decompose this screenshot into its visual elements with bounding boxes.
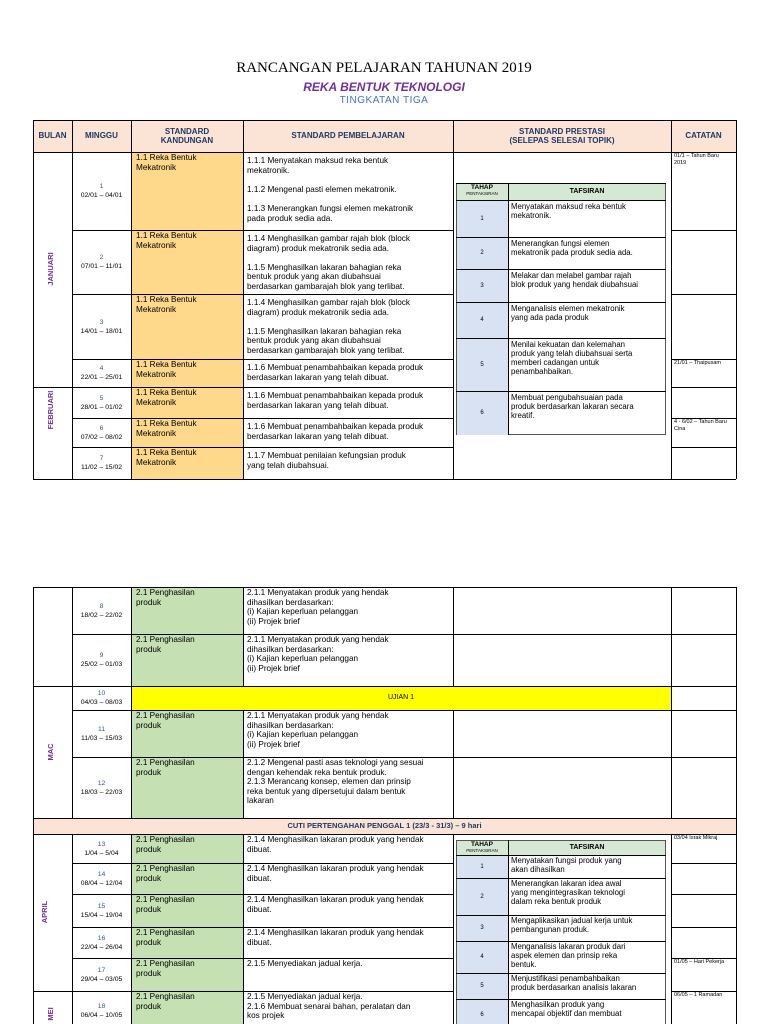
standard-pembelajaran: 1.1.6 Membuat penambahbaikan kepada produk berdasarkan lakaran yang telah dibuat. — [247, 391, 424, 410]
standard-pembelajaran: 1.1.4 Menghasilkan gambar rajah blok (block diagram) produk mekatronik sedia ada. 1.1.5 Menghasilkan lakaran bahagian reka bentuk produk yang akan diubahsuai berdasarkan gambarajah blok yang terlibat. — [247, 298, 410, 355]
week-number: 12 — [97, 779, 106, 787]
standard-pembelajaran: 1.1.6 Membuat penambahbaikan kepada produk berdasarkan lakaran yang telah dibuat. — [247, 363, 424, 382]
week-number: 8 — [99, 602, 104, 610]
grid-line — [671, 958, 736, 959]
tafsiran-text: Menyatakan maksud reka bentuk mekatronik. — [511, 202, 626, 220]
grid-line — [131, 834, 132, 1024]
column-header-spr: STANDARD PRESTASI (SELEPAS SELESAI TOPIK) — [509, 126, 615, 145]
grid-line — [456, 391, 666, 392]
tahap-number: 4 — [480, 954, 484, 960]
week-5 — [72, 394, 131, 412]
standard-pembelajaran: 2.1.5 Menyediakan jadual kerja. 2.1.6 Membuat senarai bahan, peralatan dan kos projek — [247, 992, 411, 1021]
level-title: TINGKATAN TIGA — [339, 95, 429, 106]
tahap-number: 6 — [480, 410, 484, 416]
grid-line — [72, 834, 73, 1024]
week-number: 7 — [99, 455, 104, 462]
standard-kandungan: 1.1 Reka Bentuk Mekatronik — [136, 295, 197, 314]
grid-line — [671, 294, 736, 295]
standard-pembelajaran: 2.1.4 Menghasilkan lakaran produk yang hendak dibuat. — [247, 895, 424, 914]
week-number: 1 — [99, 183, 104, 190]
week-15 — [72, 902, 131, 920]
week-6 — [72, 424, 131, 442]
week-3 — [72, 318, 131, 336]
week-dates: 06/04 – 10/05 — [80, 1011, 123, 1019]
week-10 — [72, 689, 131, 707]
grid-line — [671, 120, 672, 479]
tahap-number: 3 — [480, 925, 484, 931]
grid-line — [671, 863, 736, 864]
week-9 — [72, 651, 131, 669]
grid-line — [33, 818, 736, 819]
tahap-sub-label: PENTAKSIRAN — [466, 848, 498, 853]
week-11 — [72, 725, 131, 743]
standard-pembelajaran: 2.1.4 Menghasilkan lakaran produk yang hendak dibuat. — [247, 835, 424, 854]
grid-line — [456, 302, 666, 303]
tahap-number: 4 — [480, 317, 484, 323]
grid-line — [33, 152, 736, 153]
grid-line — [456, 183, 666, 184]
tahap-number: 5 — [480, 983, 484, 989]
grid-line — [671, 387, 736, 388]
standard-pembelajaran: 1.1.6 Membuat penambahbaikan kepada produk berdasarkan lakaran yang telah dibuat. — [247, 422, 424, 441]
standard-kandungan: 1.1 Reka Bentuk Mekatronik — [136, 360, 197, 379]
grid-line — [72, 927, 453, 928]
tahap-number: 2 — [480, 250, 484, 256]
grid-line — [453, 120, 454, 479]
column-header-sp: STANDARD PEMBELAJARAN — [291, 131, 405, 141]
grid-line — [671, 894, 736, 895]
week-18 — [72, 1002, 131, 1020]
week-number: 17 — [97, 966, 106, 974]
week-14 — [72, 870, 131, 888]
grid-line — [131, 587, 132, 818]
grid-line — [72, 894, 453, 895]
week-number: 2 — [99, 254, 104, 261]
grid-line — [72, 587, 73, 818]
month-april: APRIL — [40, 900, 49, 924]
week-1 — [72, 182, 131, 200]
standard-kandungan: 1.1 Reka Bentuk Mekatronik — [136, 153, 197, 172]
grid-line — [72, 359, 453, 360]
week-dates: 11/03 – 15/03 — [80, 734, 123, 742]
standard-kandungan: 2.1 Penghasilan produk — [136, 588, 195, 607]
grid-line — [456, 915, 666, 916]
month-mei: MEI — [46, 1007, 55, 1021]
week-number: 16 — [97, 934, 106, 942]
catatan-note: 21/01 – Thaipusam — [674, 360, 721, 366]
grid-line — [72, 387, 453, 388]
standard-pembelajaran: 2.1.1 Menyatakan produk yang hendak dihasilkan berdasarkan: (i) Kajian keperluan pelanggan (ii) Projek brief — [247, 711, 389, 749]
document-title: RANCANGAN PELAJARAN TAHUNAN 2019 — [236, 60, 532, 76]
standard-pembelajaran: 1.1.7 Membuat penilaian kefungsian produk yang telah diubahsuai. — [247, 451, 406, 470]
grid-line — [72, 710, 736, 711]
standard-kandungan: 2.1 Penghasilan produk — [136, 835, 195, 854]
grid-line — [671, 927, 736, 928]
grid-line — [72, 230, 453, 231]
grid-line — [72, 294, 453, 295]
ujian-banner: UJIAN 1 — [387, 694, 415, 701]
week-17 — [72, 966, 131, 984]
week-dates: 22/01 – 25/01 — [80, 374, 123, 381]
standard-kandungan: 2.1 Penghasilan produk — [136, 635, 195, 654]
tafsiran-text: Menjustifikasi penambahbaikan produk berdasarkan analisis lakaran — [511, 974, 637, 992]
week-number: 4 — [99, 365, 104, 372]
grid-line — [33, 120, 736, 121]
grid-line — [671, 587, 672, 818]
grid-line — [33, 834, 736, 835]
grid-line — [131, 120, 132, 479]
grid-line — [33, 686, 736, 687]
week-dates: 14/01 – 18/01 — [80, 327, 123, 335]
tahap-label: TAHAP — [471, 184, 493, 191]
catatan-note: 03/04 Israk Mikraj — [674, 835, 718, 841]
grid-line — [456, 973, 666, 974]
grid-line — [508, 840, 509, 1024]
grid-line — [72, 447, 453, 448]
standard-pembelajaran: 2.1.4 Menghasilkan lakaran produk yang hendak dibuat. — [247, 928, 424, 947]
grid-line — [508, 183, 509, 435]
standard-pembelajaran: 2.1.5 Menyediakan jadual kerja. — [247, 959, 363, 968]
tafsiran-text: Menerangkan fungsi elemen mekatronik pada produk sedia ada. — [511, 239, 633, 257]
week-dates: 22/04 – 26/04 — [80, 943, 123, 951]
standard-kandungan: 2.1 Penghasilan produk — [136, 959, 195, 978]
grid-line — [456, 338, 666, 339]
week-dates: 1/04 – 5/04 — [84, 849, 119, 857]
week-number: 9 — [99, 652, 104, 659]
week-number: 13 — [97, 840, 106, 848]
standard-pembelajaran: 1.1.1 Menyatakan maksud reka bentuk mekatronik. 1.1.2 Mengenal pasti elemen mekatronik. 1.1.3 Menerangkan fungsi elemen mekatronik pada produk sedia ada. — [247, 156, 414, 223]
week-7 — [72, 454, 131, 472]
month-januari: JANUARI — [46, 252, 55, 286]
week-4 — [72, 364, 131, 382]
catatan-note: 4 - 6/02 – Tahun Baru Cina — [674, 419, 727, 432]
column-header-minggu: MINGGU — [85, 131, 118, 141]
standard-pembelajaran: 2.1.1 Menyatakan produk yang hendak dihasilkan berdasarkan: (i) Kajian keperluan pelanggan (ii) Projek brief — [247, 588, 389, 626]
week-dates: 02/01 – 04/01 — [80, 192, 123, 199]
standard-pembelajaran: 2.1.1 Menyatakan produk yang hendak dihasilkan berdasarkan: (i) Kajian keperluan pelanggan (ii) Projek brief — [247, 635, 389, 673]
tafsiran-text: Menghasilkan produk yang mencapai objektif dan membuat — [511, 1000, 622, 1018]
grid-line — [671, 230, 736, 231]
cuti-banner: CUTI PERTENGAHAN PENGGAL 1 (23/3 - 31/3) – 9 hari — [287, 821, 482, 830]
column-header-sk: STANDARD KANDUNGAN — [160, 126, 214, 145]
grid-line — [456, 200, 666, 201]
tahap-number: 5 — [480, 361, 484, 368]
tafsiran-text: Menganalisis elemen mekatronik yang ada pada produk — [511, 304, 625, 322]
grid-line — [736, 587, 737, 1024]
grid-line — [456, 855, 666, 856]
grid-line — [456, 237, 666, 238]
standard-kandungan: 2.1 Penghasilan produk — [136, 864, 195, 883]
grid-line — [456, 878, 666, 879]
week-dates: 15/04 – 19/04 — [80, 911, 123, 919]
tafsiran-text: Menerangkan lakaran idea awal yang mengintegrasikan teknologi dalam reka bentuk produk — [511, 879, 625, 906]
grid-line — [72, 757, 736, 758]
standard-pembelajaran: 2.1.2 Mengenal pasti asas teknologi yang sesuai dengan kehendak reka bentuk produk. 2.1.3 Merancang konsep, elemen dan prinsip reka bentuk yang dipersetujui dalam bentuk lakaran — [247, 758, 424, 806]
grid-line — [243, 834, 244, 1024]
week-dates: 11/02 – 15/02 — [80, 464, 123, 471]
grid-line — [453, 834, 454, 1024]
week-dates: 18/03 – 22/03 — [80, 788, 123, 796]
week-16 — [72, 934, 131, 952]
grid-line — [33, 387, 72, 388]
grid-line — [243, 120, 244, 479]
week-dates: 18/02 – 22/02 — [80, 611, 123, 619]
tafsiran-text: Menyatakan fungsi produk yang akan dihasilkan — [511, 856, 622, 874]
week-dates: 28/01 – 01/02 — [80, 403, 123, 411]
week-number: 14 — [97, 870, 106, 878]
grid-line — [456, 941, 666, 942]
column-header-bulan: BULAN — [38, 131, 67, 141]
month-mac: MAC — [46, 743, 55, 761]
grid-line — [671, 991, 736, 992]
week-number: 11 — [97, 725, 106, 733]
month-februari: FEBRUARI — [46, 390, 55, 430]
grid-line — [671, 447, 736, 448]
standard-kandungan: 2.1 Penghasilan produk — [136, 992, 195, 1011]
week-2 — [72, 253, 131, 271]
standard-kandungan: 1.1 Reka Bentuk Mekatronik — [136, 388, 197, 407]
standard-kandungan: 1.1 Reka Bentuk Mekatronik — [136, 419, 197, 438]
week-dates: 29/04 – 03/05 — [80, 975, 123, 983]
tafsiran-text: Mengaplikasikan jadual kerja untuk pembangunan produk. — [511, 916, 633, 934]
tafsiran-text: Menganalisis lakaran produk dari aspek elemen dan prinsip reka bentuk. — [511, 942, 626, 969]
ujian-row-cover — [453, 687, 454, 710]
week-number: 15 — [97, 902, 106, 910]
week-12 — [72, 779, 131, 797]
grid-line — [456, 269, 666, 270]
week-13 — [72, 840, 131, 858]
standard-pembelajaran: 2.1.4 Menghasilkan lakaran produk yang hendak dibuat. — [247, 864, 424, 883]
grid-line — [33, 120, 34, 479]
grid-line — [671, 834, 672, 1024]
tahap-sub-label: PENTAKSIRAN — [466, 191, 498, 196]
grid-line — [72, 120, 73, 479]
week-number: 6 — [99, 424, 104, 432]
week-8 — [72, 602, 131, 620]
week-number: 10 — [97, 690, 106, 697]
grid-line — [33, 587, 34, 1024]
standard-kandungan: 2.1 Penghasilan produk — [136, 758, 195, 777]
standard-kandungan: 1.1 Reka Bentuk Mekatronik — [136, 448, 197, 467]
grid-line — [33, 479, 736, 480]
week-dates: 04/03 – 08/03 — [80, 699, 123, 706]
week-dates: 08/04 – 12/04 — [80, 879, 123, 887]
column-header-catatan: CATATAN — [685, 131, 722, 141]
grid-line — [72, 418, 453, 419]
week-number: 5 — [99, 394, 104, 402]
tahap-number: 6 — [480, 1011, 484, 1018]
week-dates: 25/02 – 01/03 — [80, 661, 123, 668]
standard-kandungan: 2.1 Penghasilan produk — [136, 895, 195, 914]
grid-line — [671, 418, 736, 419]
standard-pembelajaran: 1.1.4 Menghasilkan gambar rajah blok (block diagram) produk mekatronik sedia ada. 1.1.5 Menghasilkan lakaran bahagian reka bentuk produk yang akan diubahsuai berdasarkan gambarajah blok yang terlibat. — [247, 234, 410, 291]
tafsiran-label: TAFSIRAN — [569, 844, 605, 851]
tafsiran-label: TAFSIRAN — [569, 188, 605, 195]
week-dates: 07/02 – 08/02 — [80, 433, 123, 441]
week-number: 3 — [99, 318, 104, 326]
grid-line — [72, 634, 736, 635]
tafsiran-text: Menilai kekuatan dan kelemahan produk yang telah diubahsuai serta memberi cadangan untuk penambahbaikan. — [511, 340, 633, 376]
tafsiran-text: Melakar dan melabel gambar rajah blok produk yang hendak diubahsuai — [511, 271, 639, 289]
tahap-label: TAHAP — [471, 841, 493, 848]
catatan-note: 01/1 – Tahun Baru 2019 — [674, 153, 719, 166]
grid-line — [456, 999, 666, 1000]
tahap-number: 3 — [480, 282, 484, 289]
grid-line — [72, 958, 453, 959]
grid-line — [33, 587, 736, 588]
grid-line — [72, 863, 453, 864]
standard-kandungan: 2.1 Penghasilan produk — [136, 928, 195, 947]
tahap-number: 2 — [480, 893, 484, 900]
ujian-row-cover — [243, 687, 244, 710]
grid-line — [671, 359, 736, 360]
standard-kandungan: 2.1 Penghasilan produk — [136, 711, 195, 730]
tafsiran-text: Membuat pengubahsuaian pada produk berdasarkan lakaran secara kreatif. — [511, 393, 634, 420]
catatan-note: 06/05 – 1 Ramadan — [674, 992, 723, 998]
subject-title: REKA BENTUK TEKNOLOGI — [303, 80, 465, 94]
week-number: 18 — [97, 1002, 106, 1010]
tahap-number: 1 — [480, 215, 484, 222]
week-dates: 07/01 – 11/01 — [80, 263, 123, 270]
grid-line — [736, 120, 737, 479]
tahap-number: 1 — [480, 863, 484, 870]
catatan-note: 01/05 – Hari Pekerja — [674, 959, 725, 965]
standard-kandungan: 1.1 Reka Bentuk Mekatronik — [136, 231, 197, 250]
